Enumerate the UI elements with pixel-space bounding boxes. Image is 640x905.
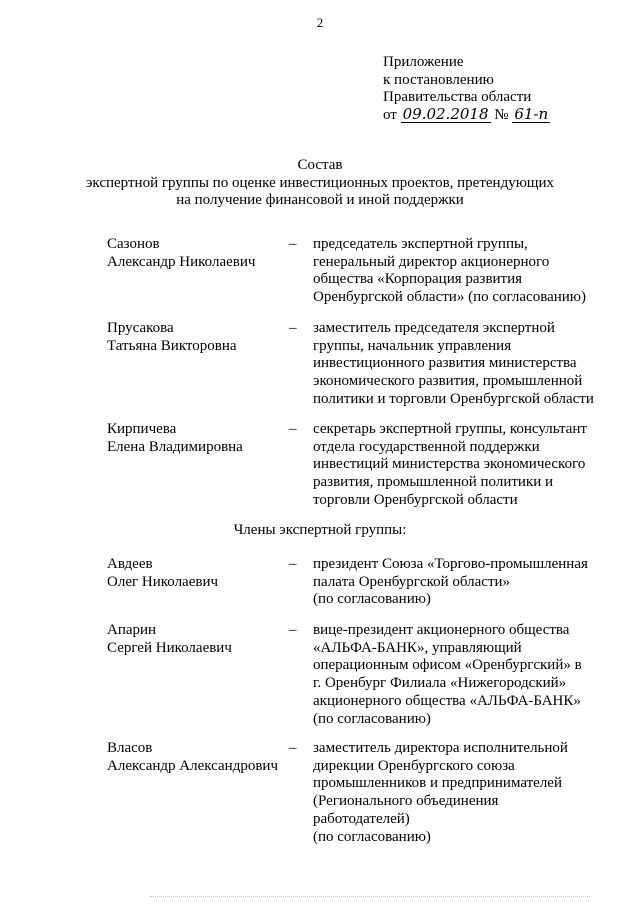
person-name	[107, 421, 287, 456]
role-line: (по согласованию)	[313, 828, 431, 845]
person-role	[313, 320, 598, 409]
dash-separator: –	[289, 556, 297, 572]
person-name	[107, 320, 287, 355]
role-line: группы, начальник управления	[313, 337, 512, 354]
role-line: заместитель директора исполнительной	[313, 740, 568, 756]
role-line: политики и торговли Оренбургской области	[313, 390, 594, 407]
appendix-date-line	[383, 104, 550, 125]
person-surname: Апарин	[107, 622, 157, 638]
role-line: (по согласованию)	[313, 710, 431, 727]
person-given-name: Олег Николаевич	[107, 573, 219, 590]
role-line: торговли Оренбургской области	[313, 491, 518, 508]
person-surname: Прусакова	[107, 320, 174, 336]
person-name	[107, 236, 287, 271]
role-line: «АЛЬФА-БАНК», управляющий	[313, 639, 522, 656]
person-given-name: Татьяна Викторовна	[107, 337, 237, 354]
role-line: секретарь экспертной группы, консультант	[313, 421, 587, 437]
title-line: экспертной группы по оценке инвестиционных проектов, претендующих	[85, 174, 554, 191]
person-given-name: Сергей Николаевич	[107, 639, 232, 656]
person-given-name: Елена Владимировна	[107, 438, 243, 455]
person-role	[313, 740, 598, 846]
role-line: промышленников и предпринимателей	[313, 775, 562, 792]
appendix-line: Приложение	[383, 54, 464, 70]
role-line: экономического развития, промышленной	[313, 373, 583, 390]
role-line: президент Союза «Торгово-промышленная	[313, 556, 588, 572]
dash-separator: –	[289, 236, 297, 252]
dash-separator: –	[289, 622, 297, 638]
number-prefix: №	[494, 106, 509, 123]
document-title	[0, 157, 640, 210]
person-role	[313, 421, 598, 510]
dash-separator: –	[289, 421, 297, 437]
person-given-name: Александр Николаевич	[107, 253, 256, 270]
person-name	[107, 740, 287, 775]
role-line: заместитель председателя экспертной	[313, 320, 555, 336]
role-line: дирекции Оренбургского союза	[313, 757, 515, 774]
role-line: развития, промышленной политики и	[313, 474, 554, 491]
role-line: общества «Корпорация развития	[313, 271, 523, 288]
role-line: инвестиционного развития министерства	[313, 355, 577, 372]
person-surname: Власов	[107, 740, 153, 756]
handwritten-number: 61-п	[514, 104, 549, 123]
person-name	[107, 622, 287, 657]
role-line: операционным офисом «Оренбургский» в	[313, 657, 582, 674]
role-line: (по согласованию)	[313, 591, 431, 608]
dash-separator: –	[289, 320, 297, 336]
dash-separator: –	[289, 740, 297, 756]
person-role	[313, 622, 598, 728]
bleed-through-divider	[150, 896, 590, 901]
appendix-block	[383, 54, 550, 124]
role-line: палата Оренбургской области»	[313, 573, 511, 590]
page-number: 2	[316, 15, 324, 30]
person-surname: Кирпичева	[107, 421, 177, 437]
title-line: на получение финансовой и иной поддержки	[176, 192, 464, 208]
role-line: Оренбургской области» (по согласованию)	[313, 289, 587, 306]
date-prefix: от	[383, 106, 397, 123]
role-line: генеральный директор акционерного	[313, 253, 550, 270]
appendix-line: к постановлению	[383, 71, 494, 88]
role-line: отдела государственной поддержки	[313, 438, 540, 455]
title-line: Состав	[297, 157, 343, 173]
role-line: председатель экспертной группы,	[313, 236, 528, 252]
role-line: инвестиций министерства экономического	[313, 456, 586, 473]
role-line: акционерного общества «АЛЬФА-БАНК»	[313, 692, 581, 709]
role-line: (Регионального объединения работодателей)	[313, 793, 499, 827]
role-line: г. Оренбург Филиала «Нижегородский»	[313, 675, 567, 692]
members-heading: Члены экспертной группы:	[233, 522, 407, 538]
role-line: вице-президент акционерного общества	[313, 622, 570, 638]
appendix-line: Правительства области	[383, 89, 532, 105]
person-role	[313, 236, 598, 307]
person-name	[107, 556, 287, 591]
person-surname: Авдеев	[107, 556, 153, 572]
person-surname: Сазонов	[107, 236, 160, 252]
person-given-name: Александр Александрович	[107, 757, 278, 774]
handwritten-date: 09.02.2018	[402, 104, 489, 123]
person-role	[313, 556, 598, 609]
